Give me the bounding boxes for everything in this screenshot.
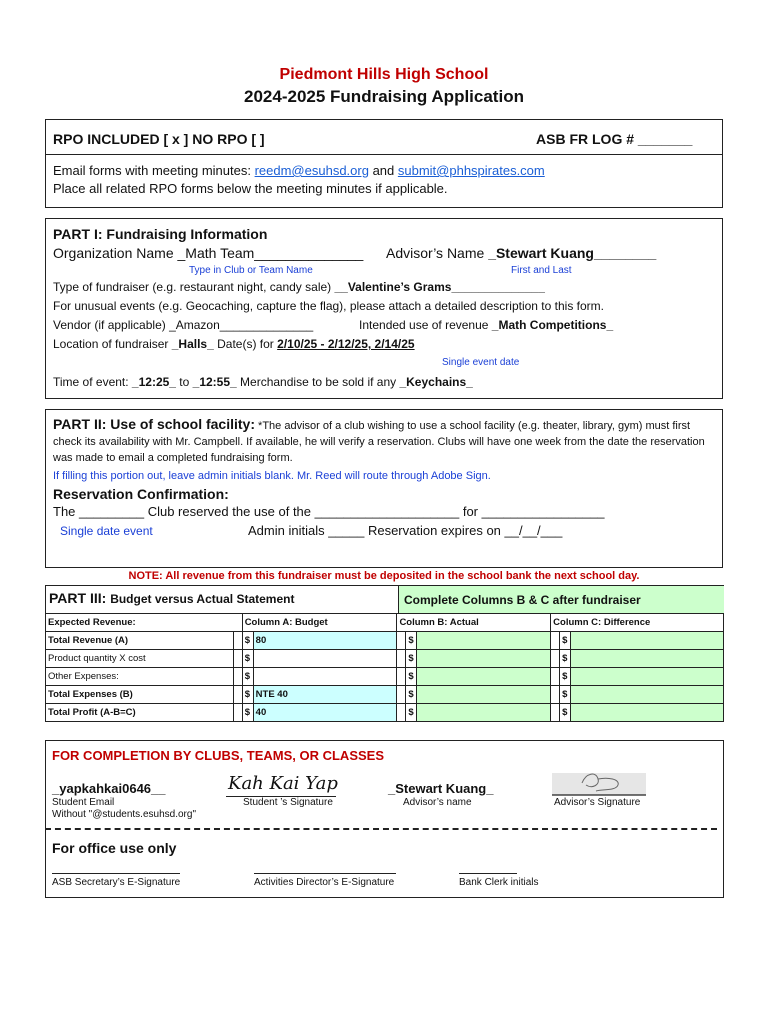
vendor-value[interactable]: _Amazon______________ xyxy=(169,318,314,332)
table-row xyxy=(46,686,724,704)
vendor-row xyxy=(53,318,313,332)
time-label: Time of event: xyxy=(53,375,132,389)
budget-cell[interactable] xyxy=(253,668,397,686)
org-value[interactable]: _Math Team______________ xyxy=(177,245,364,261)
part3-prefix: PART III: xyxy=(49,590,111,606)
part3-title xyxy=(49,590,294,608)
dollar-sign: $ xyxy=(406,668,417,686)
difference-cell[interactable] xyxy=(571,668,724,686)
dollar-sign: $ xyxy=(406,686,417,704)
student-email-label: Student Email xyxy=(52,797,115,808)
budget-header-row xyxy=(46,614,724,632)
advisor-value[interactable]: _Stewart Kuang________ xyxy=(488,245,657,261)
col-b: Column B: Actual xyxy=(397,614,551,632)
advisor-name-label: Advisor’s name xyxy=(403,797,472,808)
revenue-label: Intended use of revenue xyxy=(359,318,492,332)
rpo-box xyxy=(45,119,723,208)
admin-line[interactable]: Admin initials _____ Reservation expires on __/__/___ xyxy=(248,523,563,538)
actual-cell[interactable] xyxy=(417,686,551,704)
dollar-sign: $ xyxy=(242,704,253,722)
difference-cell[interactable] xyxy=(571,704,724,722)
time-to: to xyxy=(175,375,193,389)
table-row xyxy=(46,632,724,650)
single-event-hint: Single event date xyxy=(442,357,520,368)
reservation-title: Reservation Confirmation: xyxy=(53,486,229,502)
row-label: Total Profit (A-B=C) xyxy=(46,704,234,722)
deposit-note: NOTE: All revenue from this fundraiser must be deposited in the school bank the next school day. xyxy=(128,570,640,582)
dollar-sign: $ xyxy=(406,704,417,722)
email-prefix: Email forms with meeting minutes: xyxy=(53,163,255,178)
budget-cell[interactable] xyxy=(253,650,397,668)
time-row xyxy=(53,375,473,389)
part3-header xyxy=(45,585,724,614)
form-title: 2024-2025 Fundraising Application xyxy=(244,87,524,106)
advisor-hint: First and Last xyxy=(511,265,572,276)
advisor-signature-icon[interactable] xyxy=(552,767,646,797)
office-title: For office use only xyxy=(52,840,177,856)
difference-cell[interactable] xyxy=(571,686,724,704)
dollar-sign: $ xyxy=(406,650,417,668)
budget-cell[interactable]: 80 xyxy=(253,632,397,650)
col-expected: Expected Revenue: xyxy=(46,614,243,632)
merch-label: Merchandise to be sold if any xyxy=(236,375,400,389)
student-email-value[interactable]: _yapkahkai0646__ xyxy=(52,781,166,796)
dollar-sign: $ xyxy=(242,650,253,668)
col-c: Column C: Difference xyxy=(551,614,724,632)
budget-cell[interactable]: 40 xyxy=(253,704,397,722)
revenue-value[interactable]: _Math Competitions_ xyxy=(491,318,614,332)
single-date-event: Single date event xyxy=(60,524,153,538)
location-row xyxy=(53,337,415,351)
merch-value[interactable]: _Keychains_ xyxy=(399,375,473,389)
rpo-line: RPO INCLUDED [ x ] NO RPO [ ] xyxy=(53,131,265,147)
row-label: Product quantity X cost xyxy=(46,650,234,668)
completion-title: FOR COMPLETION BY CLUBS, TEAMS, OR CLASSES xyxy=(52,748,385,763)
asb-log: ASB FR LOG # _______ xyxy=(536,131,693,147)
complete-note-cell xyxy=(398,586,724,613)
email-link-submit[interactable]: submit@phhspirates.com xyxy=(397,163,545,178)
location-label: Location of fundraiser xyxy=(53,337,172,351)
vendor-label: Vendor (if applicable) xyxy=(53,318,170,332)
student-signature-label: Student ’s Signature xyxy=(243,797,333,808)
difference-cell[interactable] xyxy=(571,632,724,650)
unusual-note: For unusual events (e.g. Geocaching, capture the flag), please attach a detailed description to this form. xyxy=(53,299,604,313)
part2-prefix: PART II: xyxy=(53,416,111,432)
bank-clerk-label: Bank Clerk initials xyxy=(459,877,539,888)
part2-title: Use of school facility: xyxy=(110,416,255,432)
place-note: Place all related RPO forms below the meeting minutes if applicable. xyxy=(53,181,448,196)
part2-intro xyxy=(53,416,715,466)
actual-cell[interactable] xyxy=(417,668,551,686)
completion-box xyxy=(45,740,724,898)
time-end[interactable]: _12:55_ xyxy=(192,375,237,389)
location-value[interactable]: _Halls_ xyxy=(171,337,214,351)
actual-cell[interactable] xyxy=(417,650,551,668)
table-row xyxy=(46,668,724,686)
type-row xyxy=(53,280,545,294)
office-divider xyxy=(45,828,717,830)
part3-main: Budget versus Actual Statement xyxy=(110,592,295,606)
part2-blank-note: If filling this portion out, leave admin initials blank. Mr. Reed will route through Adobe Sign. xyxy=(53,470,491,482)
asb-signature-label: ASB Secretary’s E-Signature xyxy=(52,877,181,888)
dollar-sign: $ xyxy=(406,632,417,650)
dates-label: Date(s) for xyxy=(213,337,278,351)
actual-cell[interactable] xyxy=(417,704,551,722)
dollar-sign: $ xyxy=(560,668,571,686)
activities-signature-label: Activities Director’s E-Signature xyxy=(254,877,395,888)
revenue-row xyxy=(359,318,613,332)
type-value[interactable]: __Valentine’s Grams______________ xyxy=(334,280,545,294)
dollar-sign: $ xyxy=(560,632,571,650)
dollar-sign: $ xyxy=(242,668,253,686)
table-row xyxy=(46,650,724,668)
part2-advisor-note: *The advisor of a club wishing to use a school facility (e.g. theater, library, gym) must first check its availability with Mr. Campbell. If available, he will verify a reservation. Clubs will have one week from the date the reservation was made to email a completed fundraising form. xyxy=(53,420,705,464)
type-label: Type of fundraiser (e.g. restaurant night, candy sale) xyxy=(53,280,335,294)
actual-cell[interactable] xyxy=(417,632,551,650)
dates-value[interactable]: 2/10/25 - 2/12/25, 2/14/25 xyxy=(277,337,415,351)
part1-box xyxy=(45,218,723,399)
row-label: Total Expenses (B) xyxy=(46,686,234,704)
advisor-row xyxy=(386,245,656,261)
email-line xyxy=(53,163,545,178)
difference-cell[interactable] xyxy=(571,650,724,668)
student-email-note: Without "@students.esuhsd.org" xyxy=(52,809,196,820)
dollar-sign: $ xyxy=(560,650,571,668)
budget-cell[interactable]: NTE 40 xyxy=(253,686,397,704)
org-row xyxy=(53,245,363,261)
email-and: and xyxy=(368,163,398,178)
row-label: Other Expenses: xyxy=(46,668,234,686)
org-hint: Type in Club or Team Name xyxy=(189,265,313,276)
complete-note: Complete Columns B & C after fundraiser xyxy=(404,593,641,607)
dollar-sign: $ xyxy=(242,632,253,650)
dollar-sign: $ xyxy=(242,686,253,704)
part2-box xyxy=(45,409,723,568)
org-label: Organization Name xyxy=(53,245,178,261)
advisor-name-value[interactable]: _Stewart Kuang_ xyxy=(388,781,494,796)
time-start[interactable]: _12:25_ xyxy=(131,375,176,389)
table-row xyxy=(46,704,724,722)
col-a: Column A: Budget xyxy=(242,614,397,632)
school-name: Piedmont Hills High School xyxy=(279,66,489,83)
dollar-sign: $ xyxy=(560,704,571,722)
email-link-reedm[interactable]: reedm@esuhsd.org xyxy=(254,163,369,178)
advisor-signature-label: Advisor’s Signature xyxy=(554,797,641,808)
row-label: Total Revenue (A) xyxy=(46,632,234,650)
budget-table xyxy=(45,613,724,722)
part1-title: PART I: Fundraising Information xyxy=(53,226,268,242)
reservation-line[interactable]: The _________ Club reserved the use of the ____________________ for _________________ xyxy=(53,504,605,519)
dollar-sign: $ xyxy=(560,686,571,704)
advisor-label: Advisor’s Name xyxy=(386,245,489,261)
student-signature[interactable]: Kah Kai Yap xyxy=(228,773,338,794)
